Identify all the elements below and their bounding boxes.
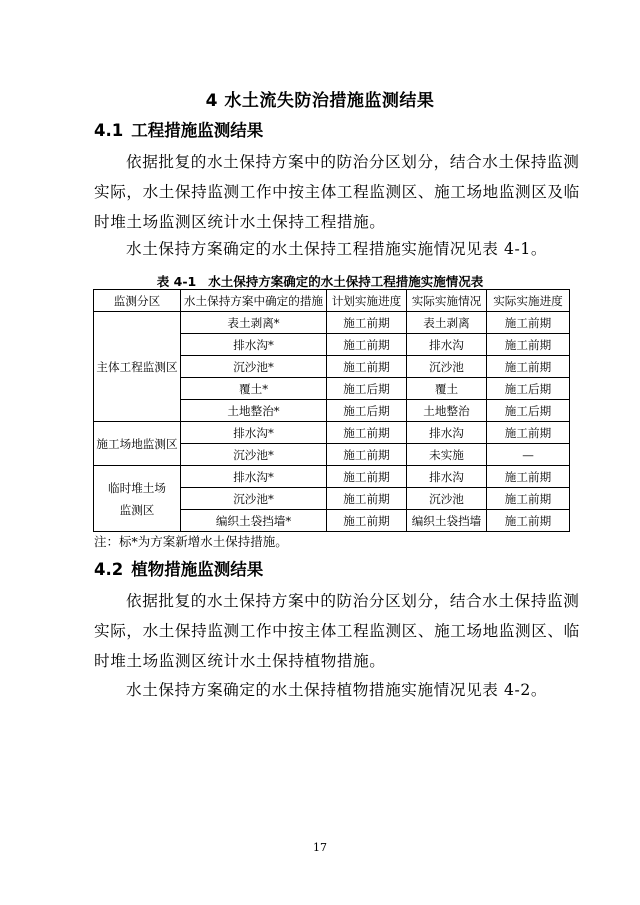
paragraph-4-1-intro (94, 147, 580, 237)
column-header: 计划实施进度 (327, 290, 407, 312)
paragraph-line: 依据批复的水土保持方案中的防治分区划分，结合水土保持监测 (126, 153, 580, 171)
table-cell: 沉沙池* (181, 488, 327, 510)
page-number: 17 (313, 841, 327, 854)
table-cell: 沉沙池 (407, 356, 487, 378)
chapter-title: 4 水土流失防治措施监测结果 (205, 91, 435, 111)
zone-cell: 施工场地监测区 (94, 422, 181, 466)
table-cell: 施工前期 (327, 422, 407, 444)
table-cell: 排水沟* (181, 466, 327, 488)
table-row (94, 422, 570, 444)
paragraph-line: 时堆土场监测区统计水土保持植物措施。 (94, 652, 386, 670)
paragraph-line: 实际，水土保持监测工作中按主体工程监测区、施工场地监测区及临 (94, 183, 580, 201)
table-cell: 排水沟* (181, 422, 327, 444)
table-cell: 施工前期 (327, 444, 407, 466)
column-header: 实际实施进度 (487, 290, 570, 312)
section-heading-4-2 (94, 556, 263, 580)
paragraph-line: 水土保持方案确定的水土保持植物措施实施情况见表 4-2。 (126, 681, 548, 699)
table-cell: 施工前期 (327, 466, 407, 488)
table-cell: 施工前期 (327, 510, 407, 532)
table-header-row (94, 290, 570, 312)
table-cell: 排水沟* (181, 334, 327, 356)
table-cell: 施工后期 (327, 400, 407, 422)
paragraph-line: 水土保持方案确定的水土保持工程措施实施情况见表 4-1。 (126, 240, 548, 258)
table-cell: 施工后期 (487, 400, 570, 422)
section-heading-4-1 (94, 117, 263, 141)
table-cell: 覆土* (181, 378, 327, 400)
table-cell: 施工前期 (327, 488, 407, 510)
table-caption-text: 水土保持方案确定的水土保持工程措施实施情况表 (208, 274, 484, 289)
table-cell: 施工前期 (487, 334, 570, 356)
table-cell: 覆土 (407, 378, 487, 400)
table-cell: 土地整治* (181, 400, 327, 422)
measures-table (93, 289, 570, 532)
paragraph-4-2-intro (94, 586, 580, 676)
table-cell: 施工前期 (327, 312, 407, 334)
table-cell: 施工前期 (487, 466, 570, 488)
table-row (94, 312, 570, 334)
table-cell: 编织土袋挡墙 (407, 510, 487, 532)
paragraph-4-2-ref (94, 675, 548, 705)
table-note: 注：标*为方案新增水土保持措施。 (94, 534, 288, 549)
table-row (94, 466, 570, 488)
table-cell: — (487, 444, 570, 466)
paragraph-4-1-ref (94, 234, 548, 264)
table-cell: 施工前期 (487, 422, 570, 444)
table-cell: 施工前期 (487, 510, 570, 532)
table-cell: 施工前期 (487, 312, 570, 334)
table-cell: 表土剥离* (181, 312, 327, 334)
table-caption-id: 表 4-1 (156, 274, 197, 289)
table-cell: 施工后期 (487, 378, 570, 400)
column-header: 实际实施情况 (407, 290, 487, 312)
section-number: 4.1 (94, 121, 124, 140)
table-cell: 施工前期 (487, 488, 570, 510)
table-cell: 施工后期 (327, 378, 407, 400)
table-cell: 施工前期 (327, 356, 407, 378)
zone-cell: 主体工程监测区 (94, 312, 181, 422)
section-title: 植物措施监测结果 (131, 560, 264, 579)
table-cell: 沉沙池 (407, 488, 487, 510)
table-cell: 表土剥离 (407, 312, 487, 334)
section-title: 工程措施监测结果 (131, 121, 264, 140)
table-cell: 编织土袋挡墙* (181, 510, 327, 532)
table-cell: 排水沟 (407, 466, 487, 488)
table-cell: 排水沟 (407, 422, 487, 444)
paragraph-line: 时堆土场监测区统计水土保持工程措施。 (94, 213, 386, 231)
column-header: 监测分区 (94, 290, 181, 312)
table-cell: 未实施 (407, 444, 487, 466)
table-caption (0, 272, 640, 290)
table-cell: 排水沟 (407, 334, 487, 356)
table-cell: 沉沙池* (181, 444, 327, 466)
section-number: 4.2 (94, 560, 124, 579)
zone-cell: 临时堆土场监测区 (94, 466, 181, 532)
paragraph-line: 依据批复的水土保持方案中的防治分区划分，结合水土保持监测 (126, 592, 580, 610)
column-header: 水土保持方案中确定的措施 (181, 290, 327, 312)
table-cell: 土地整治 (407, 400, 487, 422)
table-cell: 沉沙池* (181, 356, 327, 378)
table-cell: 施工前期 (327, 334, 407, 356)
table-cell: 施工前期 (487, 356, 570, 378)
paragraph-line: 实际，水土保持监测工作中按主体工程监测区、施工场地监测区、临 (94, 622, 580, 640)
